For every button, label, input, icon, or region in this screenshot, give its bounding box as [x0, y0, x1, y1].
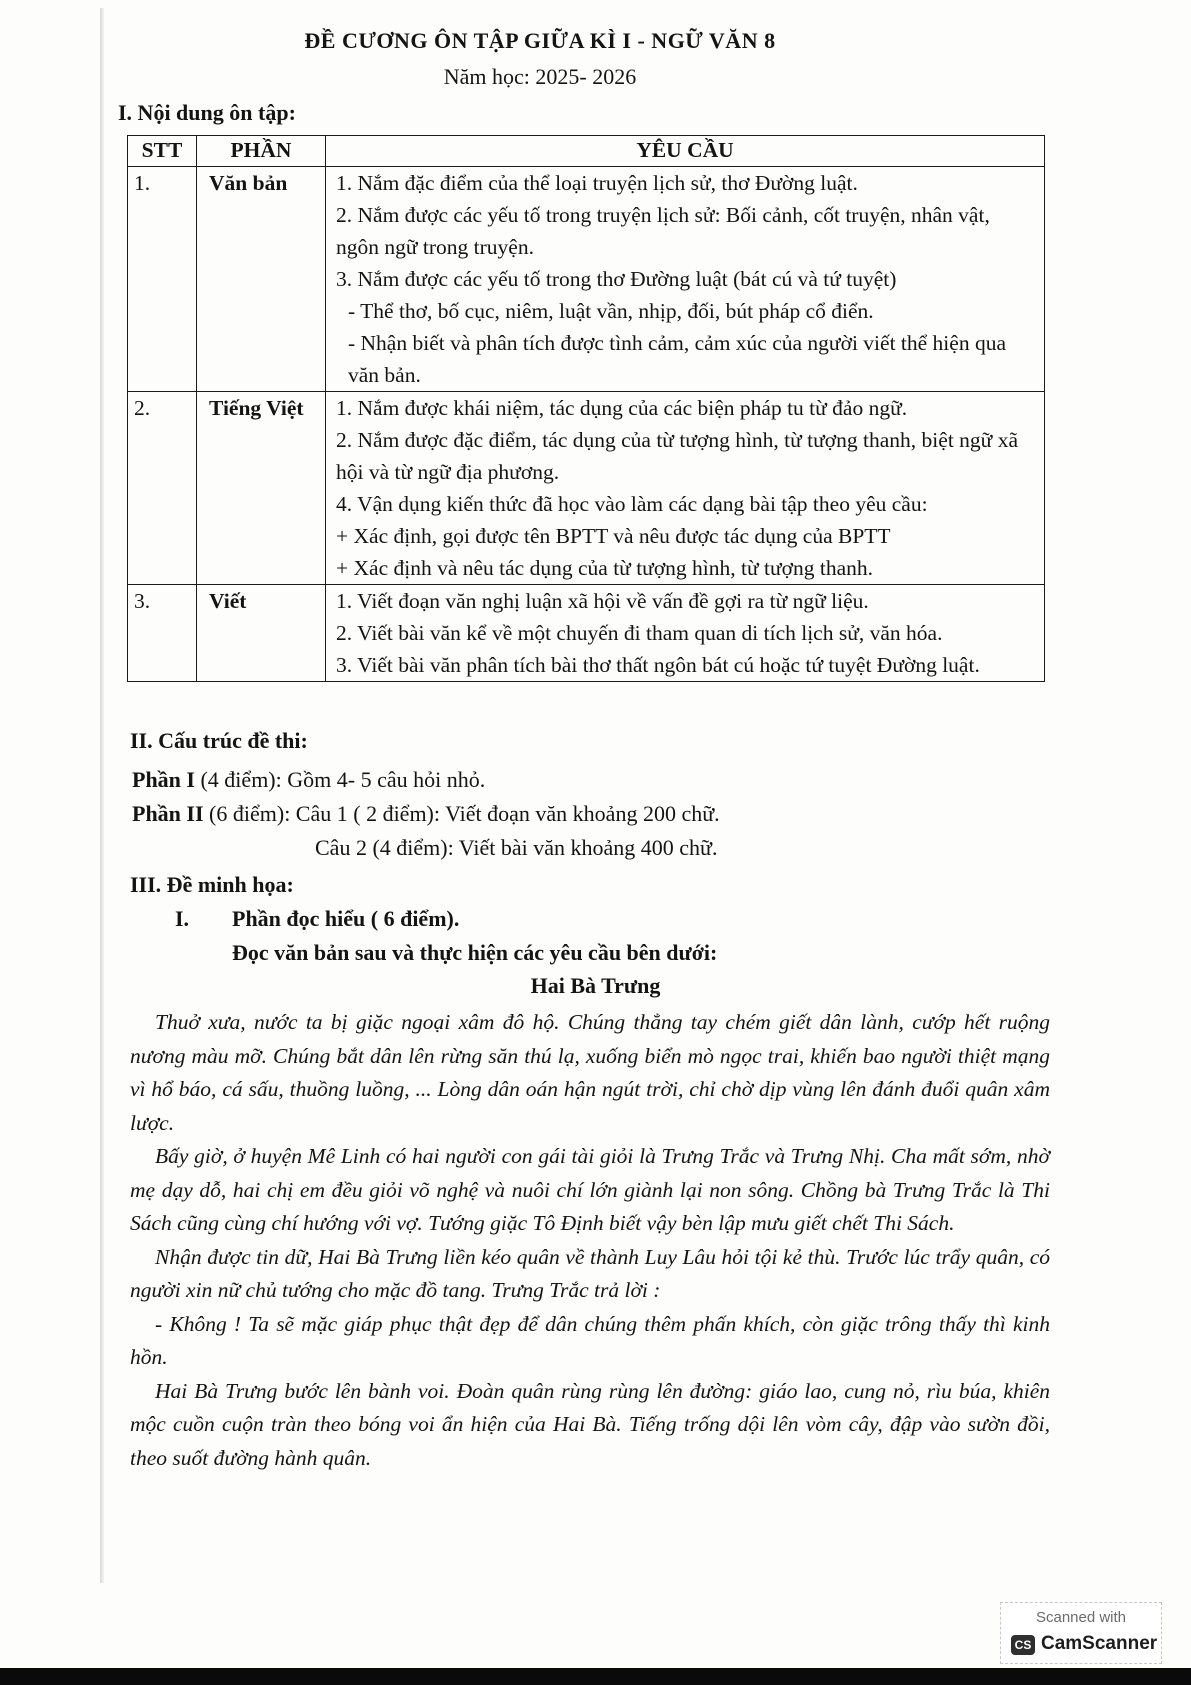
table-row — [128, 585, 1045, 682]
row-requirements — [326, 392, 1045, 585]
requirement-line: 4. Vận dụng kiến thức đã học vào làm các dạng bài tập theo yêu cầu: — [336, 492, 928, 516]
section-2-heading: II. Cấu trúc đề thi: — [130, 728, 308, 753]
row-requirements — [326, 167, 1045, 392]
exam-part-2-question-2: Câu 2 (4 điểm): Viết bài văn khoảng 400 chữ. — [315, 835, 718, 860]
requirement-line: 2. Viết bài văn kể về một chuyến đi tham quan di tích lịch sử, văn hóa. — [336, 621, 943, 645]
story-paragraph: Thuở xưa, nước ta bị giặc ngoại xâm đô hộ. Chúng thẳng tay chém giết dân lành, cướp hết ruộng nương màu mỡ. Chúng bắt dân lên rừng săn thú lạ, xuống biển mò ngọc trai, khiến bao người thiệt mạng vì hổ báo, cá sấu, thuồng luồng, ... Lòng dân oán hận ngút trời, chỉ chờ dịp vùng lên đánh đuổi quân xâm lược. — [130, 1010, 1050, 1135]
watermark-brand: CamScanner — [1041, 1633, 1158, 1654]
row-requirements — [326, 585, 1045, 682]
requirement-line: 3. Nắm được các yếu tố trong thơ Đường luật (bát cú và tứ tuyệt) — [336, 267, 897, 291]
story-paragraph: Bấy giờ, ở huyện Mê Linh có hai người con gái tài giỏi là Trưng Trắc và Trưng Nhị. Cha mất sớm, nhờ mẹ dạy dỗ, hai chị em đều giỏi võ nghệ và nuôi chí lớn giành lại non sông. Chồng bà Trưng Trắc là Thi Sách cũng cùng chí hướng với vợ. Tướng giặc Tô Định biết vậy bèn lập mưu giết chết Thi Sách. — [130, 1144, 1050, 1235]
part-2-text: (6 điểm): Câu 1 ( 2 điểm): Viết đoạn văn khoảng 200 chữ. — [203, 801, 720, 826]
section-1-heading: I. Nội dung ôn tập: — [118, 100, 296, 125]
document-title: ĐỀ CƯƠNG ÔN TẬP GIỮA KÌ I - NGỮ VĂN 8 — [304, 28, 776, 53]
requirement-line: + Xác định và nêu tác dụng của từ tượng hình, từ tượng thanh. — [336, 556, 874, 580]
row-phan: Viết — [197, 585, 326, 682]
row-stt: 3. — [128, 585, 197, 682]
header-stt: STT — [128, 136, 197, 167]
requirement-line: 1. Viết đoạn văn nghị luận xã hội về vấn đề gợi ra từ ngữ liệu. — [336, 589, 869, 613]
reading-part-number: I. — [175, 906, 190, 931]
reading-instruction: Đọc văn bản sau và thực hiện các yêu cầu bên dưới: — [232, 940, 718, 965]
part-1-text: (4 điểm): Gồm 4- 5 câu hỏi nhỏ. — [194, 767, 486, 792]
part-2-label: Phần II — [132, 801, 204, 826]
section-3-heading: III. Đề minh họa: — [130, 872, 294, 897]
reading-part-heading: Phần đọc hiểu ( 6 điểm). — [232, 906, 460, 931]
row-stt: 2. — [128, 392, 197, 585]
exam-part-2 — [132, 798, 720, 830]
story-title: Hai Bà Trưng — [530, 973, 661, 998]
story-paragraph: - Không ! Ta sẽ mặc giáp phục thật đẹp để dân chúng thêm phấn khích, còn giặc trông thấy thì kinh hồn. — [130, 1311, 1050, 1369]
header-phan: PHẦN — [197, 136, 326, 167]
table-row — [128, 167, 1045, 392]
row-stt: 1. — [128, 167, 197, 392]
requirement-line: 3. Viết bài văn phân tích bài thơ thất ngôn bát cú hoặc tứ tuyệt Đường luật. — [336, 653, 980, 677]
part-1-label: Phần I — [132, 767, 195, 792]
scan-bottom-edge — [0, 1668, 1191, 1685]
story-paragraph: Hai Bà Trưng bước lên bành voi. Đoàn quân rùng rùng lên đường: giáo lao, cung nỏ, rìu búa, khiên mộc cuồn cuộn tràn theo bóng voi ẩn hiện của Hai Bà. Tiếng trống dội lên vòm cây, đập vào sườn đồi, theo suốt đường hành quân. — [130, 1378, 1050, 1470]
story-paragraph: Nhận được tin dữ, Hai Bà Trưng liền kéo quân về thành Luy Lâu hỏi tội kẻ thù. Trước lúc trẩy quân, có người xin nữ chủ tướng cho mặc đồ tang. Trưng Trắc trả lời : — [130, 1244, 1050, 1302]
requirement-line: - Thể thơ, bố cục, niêm, luật vần, nhịp, đối, bút pháp cổ điển. — [348, 299, 874, 323]
school-year: Năm học: 2025- 2026 — [443, 64, 637, 89]
requirement-line: 1. Nắm đặc điểm của thể loại truyện lịch sử, thơ Đường luật. — [336, 171, 858, 195]
requirement-line: + Xác định, gọi được tên BPTT và nêu được tác dụng của BPTT — [336, 524, 891, 548]
page-edge-shadow — [100, 8, 104, 1583]
requirement-line: - Nhận biết và phân tích được tình cảm, cảm xúc của người viết thể hiện qua văn bản. — [348, 331, 1006, 387]
header-yeu-cau: YÊU CẦU — [326, 136, 1045, 167]
camscanner-logo-icon: CS — [1011, 1635, 1035, 1655]
table-row — [128, 392, 1045, 585]
requirement-line: 2. Nắm được các yếu tố trong truyện lịch sử: Bối cảnh, cốt truyện, nhân vật, ngôn ngữ trong truyện. — [336, 203, 990, 259]
row-phan: Tiếng Việt — [197, 392, 326, 585]
requirement-line: 1. Nắm được khái niệm, tác dụng của các biện pháp tu từ đảo ngữ. — [336, 396, 908, 420]
requirement-line: 2. Nắm được đặc điểm, tác dụng của từ tượng hình, từ tượng thanh, biệt ngữ xã hội và từ ngữ địa phương. — [336, 428, 1018, 484]
row-phan: Văn bản — [197, 167, 326, 392]
exam-part-1 — [132, 764, 485, 796]
camscanner-watermark — [1000, 1602, 1162, 1664]
table-header-row — [128, 136, 1045, 167]
story-text — [130, 1006, 1050, 1475]
watermark-caption: Scanned with — [1035, 1609, 1127, 1626]
requirements-table — [127, 135, 1045, 682]
